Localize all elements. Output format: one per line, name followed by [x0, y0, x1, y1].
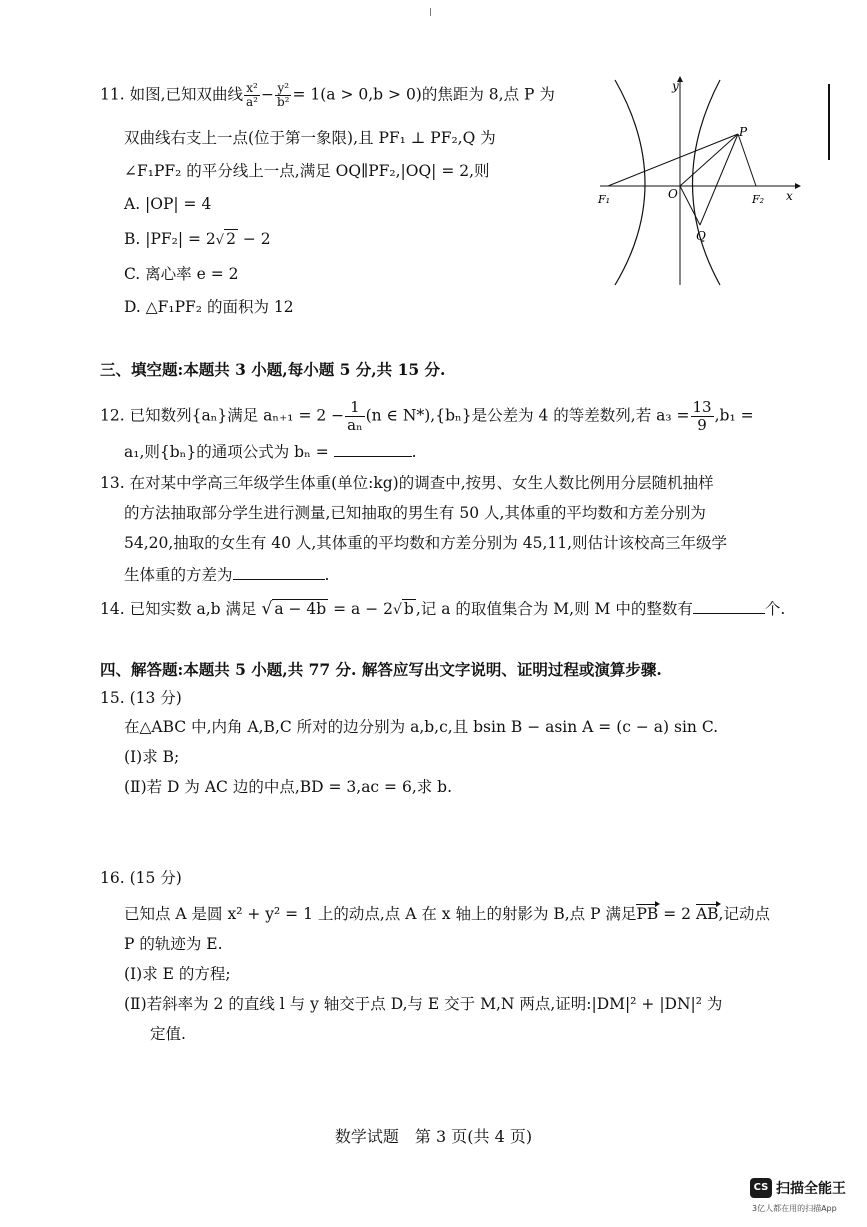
page-footer: 数学试题 第 3 页(共 4 页) — [334, 1127, 533, 1146]
q15-header: 15. (13 分) — [100, 689, 182, 707]
scan-edge-mark — [828, 84, 830, 160]
q11-option-d: D. △F₁PF₂ 的面积为 12 — [124, 298, 294, 316]
q15-line1: 在△ABC 中,内角 A,B,C 所对的边分别为 a,b,c,且 bsin B − asin A = (c − a) sin C. — [124, 718, 719, 736]
fraction-13-9: $\frac{13}{9}$ — [692, 398, 712, 434]
x-label: x — [786, 189, 793, 203]
x-axis-arrow — [795, 183, 801, 189]
q11-option-b: B. |PF₂| = 2√ 2 − 2 — [124, 230, 271, 248]
section3-title: 三、填空题:本题共 3 小题,每小题 5 分,共 15 分. — [100, 360, 446, 379]
vector-ab: AB — [695, 905, 719, 923]
q11-option-a: A. |OP| = 4 — [124, 195, 212, 213]
q13-line1: 13. 在对某中学高三年级学生体重(单位:kg)的调查中,按男、女生人数比例用分层随机抽样 — [100, 474, 714, 492]
vector-pb: PB — [636, 905, 659, 923]
q16-header: 16. (15 分) — [100, 869, 182, 887]
camscanner-name: 扫描全能王 — [776, 1181, 846, 1197]
q14-line: 14. 已知实数 a,b 满足 √ a − 4b = a − 2√ b ,记 a 的取值集合为 M,则 M 中的整数有 个. — [100, 599, 786, 619]
segment-f1-p — [608, 134, 738, 186]
o-label: O — [668, 187, 678, 201]
fraction-y2-b2: $\frac{\text{y²}}{\text{b²}}$ — [276, 81, 290, 109]
q12-line2: a₁,则{bₙ}的通项公式为 bₙ = . — [124, 440, 417, 463]
segment-o-q — [680, 186, 700, 225]
q16-part2-cont: 定值. — [150, 1025, 186, 1043]
q16-part2: (Ⅱ)若斜率为 2 的直线 l 与 y 轴交于点 D,与 E 交于 M,N 两点,证明:|DM|² + |DN|² 为 — [124, 995, 723, 1013]
section4-title: 四、解答题:本题共 5 小题,共 77 分. 解答应写出文字说明、证明过程或演算步骤. — [100, 660, 662, 679]
f2-label: F₂ — [752, 193, 765, 206]
camscanner-logo-icon: CS — [750, 1178, 772, 1198]
q15-part1: (Ⅰ)求 B; — [124, 748, 180, 766]
q12-line1: 12. 已知数列{aₙ}满足 aₙ₊₁ = 2 − $\frac{1}{\text{aₙ}}$ (n ∈ N*),{bₙ}是公差为 4 的等差数列,若 a₃ = $\frac{13}{9}$ ,b₁ = — [100, 398, 754, 434]
p-label: P — [739, 125, 748, 139]
q11-line2: 双曲线右支上一点(位于第一象限),且 PF₁ ⊥ PF₂,Q 为 — [124, 129, 496, 147]
hyperbola-figure — [590, 70, 810, 290]
q16-line1: 已知点 A 是圆 x² + y² = 1 上的动点,点 A 在 x 轴上的射影为 B,点 P 满足PB = 2 AB,记动点 — [124, 905, 770, 923]
segment-p-f2 — [738, 134, 756, 186]
f1-label: F₁ — [598, 193, 611, 206]
fraction-1-an: $\frac{1}{\text{aₙ}}$ — [347, 398, 363, 434]
hyperbola-right-branch — [693, 80, 721, 285]
segment-p-q — [700, 134, 738, 225]
q15-part2: (Ⅱ)若 D 为 AC 边的中点,BD = 3,ac = 6,求 b. — [124, 778, 453, 796]
q11-option-c: C. 离心率 e = 2 — [124, 265, 239, 283]
q14-answer-blank[interactable] — [693, 597, 765, 614]
q11-line3: ∠F₁PF₂ 的平分线上一点,满足 OQ∥PF₂,|OQ| = 2,则 — [124, 162, 490, 180]
q13-line3: 54,20,抽取的女生有 40 人,其体重的平均数和方差分别为 45,11,则估计该校高三年级学 — [124, 534, 728, 552]
q11-line1: 11. 如图,已知双曲线 $\frac{\text{x²}}{\text{a²}}$ − $\frac{\text{y²}}{\text{b²}}$ = 1(a > 0,b > 0)的焦距为 8,点 P 为 — [100, 81, 555, 109]
scan-mark — [430, 8, 431, 16]
q13-line2: 的方法抽取部分学生进行测量,已知抽取的男生有 50 人,其体重的平均数和方差分别为 — [124, 504, 706, 522]
fraction-x2-a2: $\frac{\text{x²}}{\text{a²}}$ — [246, 81, 258, 109]
q16-part1: (Ⅰ)求 E 的方程; — [124, 965, 231, 983]
hyperbola-left-branch — [615, 80, 645, 285]
q13-line4: 生体重的方差为 . — [124, 563, 329, 586]
q12-answer-blank[interactable] — [334, 440, 412, 457]
q16-line2: P 的轨迹为 E. — [124, 935, 223, 953]
camscanner-tagline: 3亿人都在用的扫描App — [752, 1204, 837, 1213]
q13-answer-blank[interactable] — [233, 563, 325, 580]
q-label: Q — [696, 229, 706, 243]
y-label: y — [672, 79, 679, 93]
segment-o-p — [680, 134, 738, 186]
